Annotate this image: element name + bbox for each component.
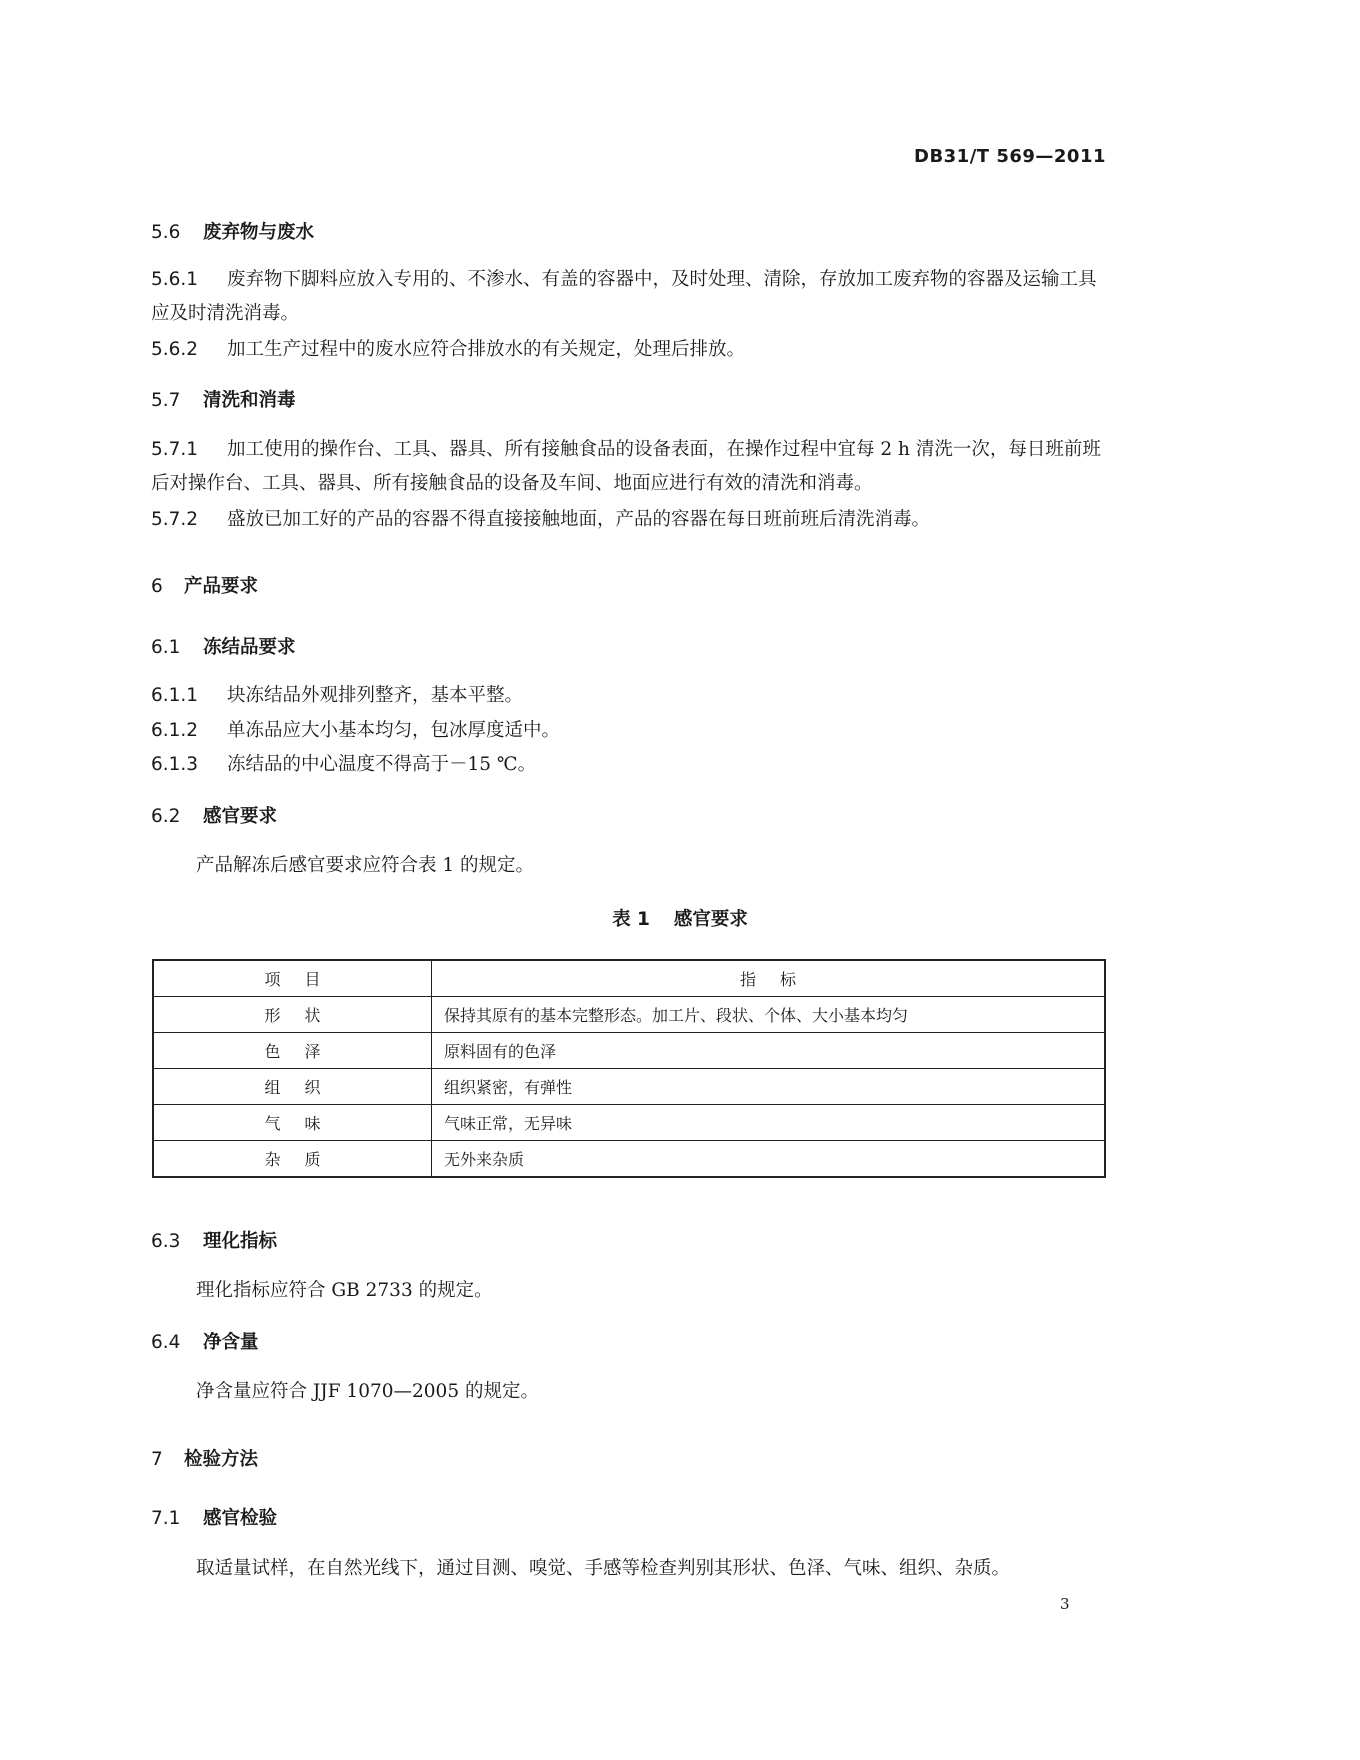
section-heading-7-1 — [151, 1502, 1106, 1536]
table-header-row — [153, 960, 1105, 997]
section-number: 6.1 — [151, 637, 181, 658]
section-heading-6-3 — [151, 1225, 1106, 1259]
chapter-number: 7 — [151, 1449, 163, 1470]
page-number: 3 — [1060, 1595, 1070, 1613]
clause-text: 冻结品的中心温度不得高于－15 ℃。 — [227, 754, 537, 775]
clause-text: 加工使用的操作台、工具、器具、所有接触食品的设备表面，在操作过程中宜每 2 h 清洗一次，每日班前班后对操作台、工具、器具、所有接触食品的设备及车间、地面应进行有效的清洗和消毒。 — [151, 439, 1101, 494]
clause-5-7-1 — [151, 433, 1106, 501]
table-cell-item: 形状 — [153, 997, 432, 1033]
clause-6-1-1 — [151, 679, 1106, 713]
section-title: 冻结品要求 — [203, 637, 296, 658]
chapter-title: 产品要求 — [184, 576, 259, 597]
sensory-requirements-table — [152, 959, 1106, 1178]
clause-6-1-3 — [151, 748, 1106, 782]
section-heading-5-6 — [151, 216, 1106, 250]
table-cell-item: 气味 — [153, 1105, 432, 1141]
document-code: DB31/T 569—2011 — [914, 146, 1106, 167]
chapter-heading-6 — [151, 570, 1106, 604]
section-title: 净含量 — [203, 1332, 259, 1353]
paragraph-6-2: 产品解冻后感官要求应符合表 1 的规定。 — [196, 855, 535, 876]
table-row — [153, 1033, 1105, 1069]
table-cell-index: 保持其原有的基本完整形态。加工片、段状、个体、大小基本均匀 — [432, 997, 1106, 1033]
paragraph-7-1: 取适量试样，在自然光线下，通过目测、嗅觉、手感等检查判别其形状、色泽、气味、组织、杂质。 — [196, 1558, 1011, 1579]
table-cell-item: 色泽 — [153, 1033, 432, 1069]
table-row — [153, 997, 1105, 1033]
section-number: 6.4 — [151, 1332, 181, 1353]
section-title: 清洗和消毒 — [203, 390, 296, 411]
section-number: 5.6 — [151, 222, 181, 243]
section-title: 感官要求 — [203, 806, 278, 827]
clause-text: 单冻品应大小基本均匀，包冰厚度适中。 — [227, 720, 561, 741]
section-title: 废弃物与废水 — [203, 222, 315, 243]
chapter-title: 检验方法 — [184, 1449, 259, 1470]
table-header-index: 指标 — [432, 960, 1106, 997]
chapter-number: 6 — [151, 576, 163, 597]
clause-number: 6.1.1 — [151, 685, 199, 706]
section-number: 6.3 — [151, 1231, 181, 1252]
clause-5-6-1 — [151, 263, 1106, 331]
table-row — [153, 1105, 1105, 1141]
paragraph-6-3: 理化指标应符合 GB 2733 的规定。 — [196, 1280, 493, 1301]
clause-number: 5.6.1 — [151, 269, 199, 290]
clause-5-7-2 — [151, 503, 1106, 537]
clause-number: 6.1.2 — [151, 720, 199, 741]
section-heading-5-7 — [151, 384, 1106, 418]
section-number: 7.1 — [151, 1508, 181, 1529]
table-cell-index: 气味正常，无异味 — [432, 1105, 1106, 1141]
clause-text: 加工生产过程中的废水应符合排放水的有关规定，处理后排放。 — [227, 339, 746, 360]
clause-text: 废弃物下脚料应放入专用的、不渗水、有盖的容器中，及时处理、清除，存放加工废弃物的容器及运输工具应及时清洗消毒。 — [151, 269, 1097, 324]
table-cell-item: 杂质 — [153, 1141, 432, 1178]
clause-number: 6.1.3 — [151, 754, 199, 775]
table-row — [153, 1141, 1105, 1178]
paragraph-6-4: 净含量应符合 JJF 1070—2005 的规定。 — [196, 1381, 539, 1402]
table-header-item: 项目 — [153, 960, 432, 997]
clause-text: 块冻结品外观排列整齐，基本平整。 — [227, 685, 524, 706]
section-title: 理化指标 — [203, 1231, 278, 1252]
table-caption-title: 感官要求 — [673, 909, 748, 930]
clause-number: 5.7.1 — [151, 439, 199, 460]
table-cell-index: 组织紧密，有弹性 — [432, 1069, 1106, 1105]
table-caption-number: 表 1 — [612, 909, 650, 930]
clause-text: 盛放已加工好的产品的容器不得直接接触地面，产品的容器在每日班前班后清洗消毒。 — [227, 509, 931, 530]
table-cell-index: 无外来杂质 — [432, 1141, 1106, 1178]
section-number: 5.7 — [151, 390, 181, 411]
clause-number: 5.6.2 — [151, 339, 199, 360]
clause-5-6-2 — [151, 333, 1106, 367]
table-row — [153, 1069, 1105, 1105]
section-heading-6-4 — [151, 1326, 1106, 1360]
section-title: 感官检验 — [203, 1508, 278, 1529]
table-cell-item: 组织 — [153, 1069, 432, 1105]
table-caption — [0, 905, 1360, 931]
chapter-heading-7 — [151, 1443, 1106, 1477]
table-cell-index: 原料固有的色泽 — [432, 1033, 1106, 1069]
clause-6-1-2 — [151, 714, 1106, 748]
section-heading-6-1 — [151, 631, 1106, 665]
section-number: 6.2 — [151, 806, 181, 827]
clause-number: 5.7.2 — [151, 509, 199, 530]
section-heading-6-2 — [151, 800, 1106, 834]
